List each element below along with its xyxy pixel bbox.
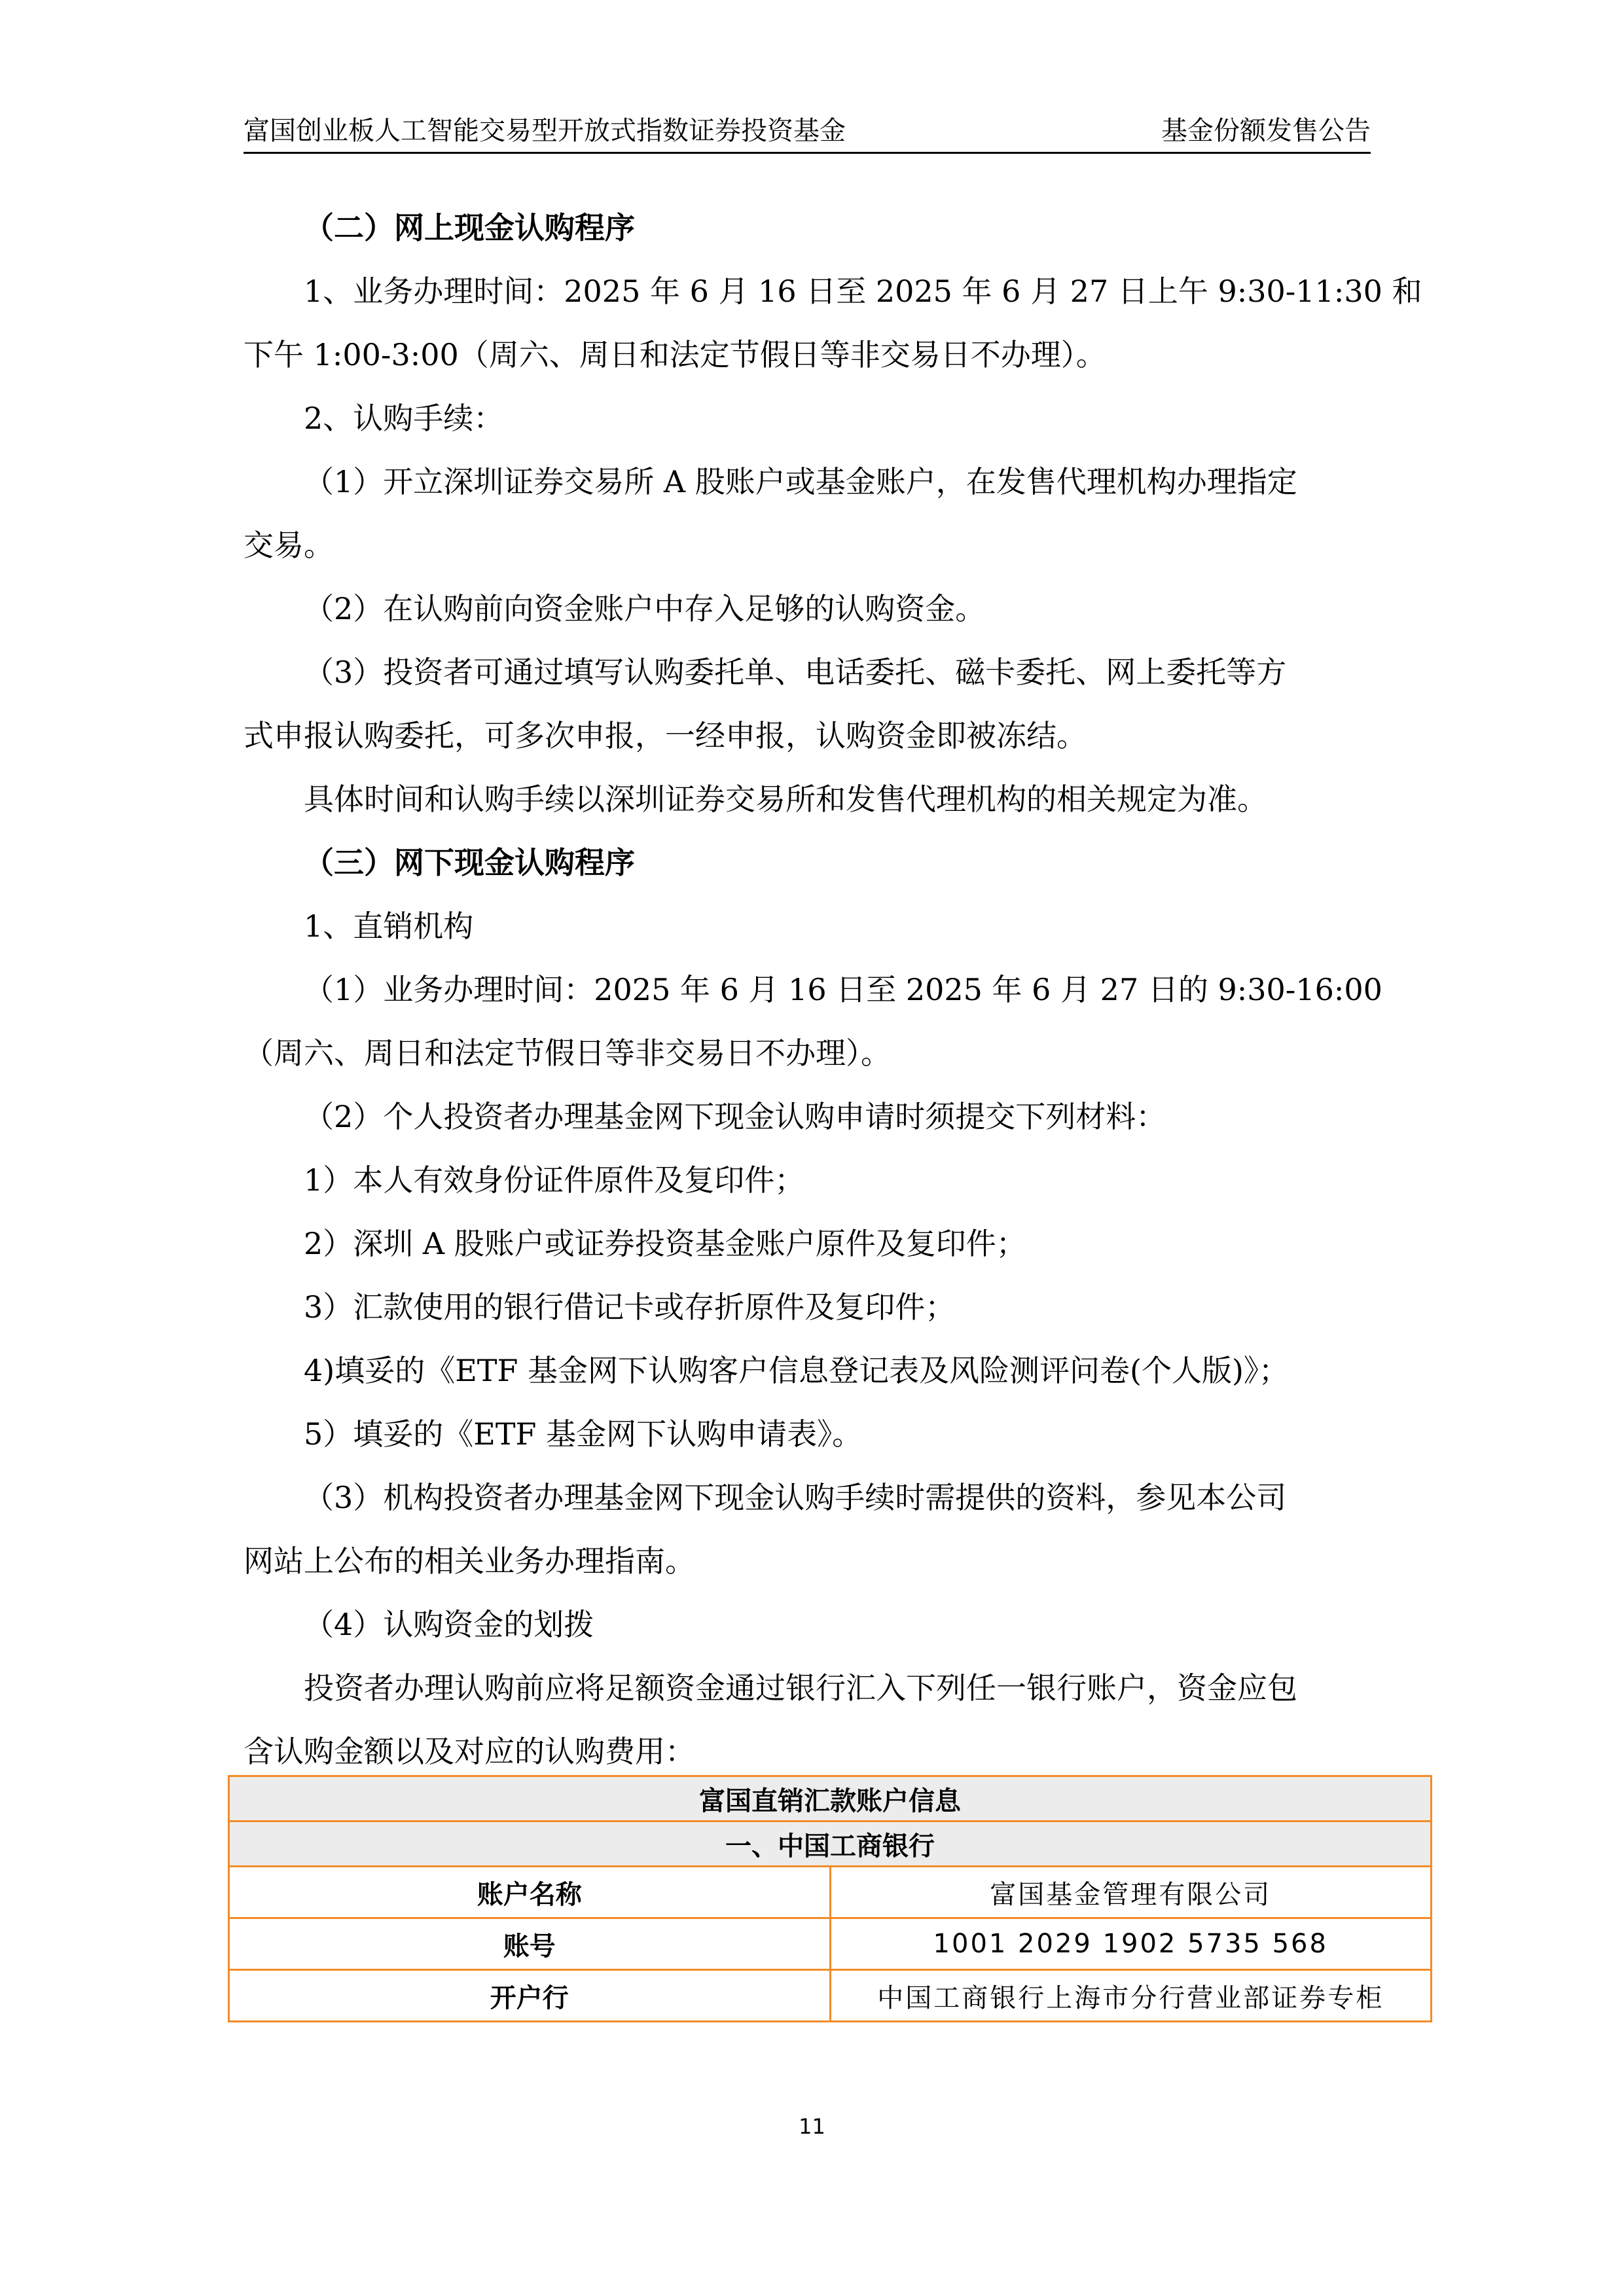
page-number: 11: [799, 2114, 825, 2139]
document-body: [244, 196, 1422, 1784]
paragraph-online-time-line2: 下午 1:00-3:00（周六、周日和法定节假日等非交易日不办理）。: [244, 337, 1106, 372]
paragraph-open-account-line1: （1）开立深圳证券交易所 A 股账户或基金账户，在发售代理机构办理指定: [304, 464, 1297, 499]
paragraph-online-time-line1: 1、业务办理时间：2025 年 6 月 16 日至 2025 年 6 月 27 日上午 9:30-11:30 和: [304, 274, 1422, 309]
remittance-account-table: [228, 1775, 1432, 2022]
paragraph-fund-transfer: （4）认购资金的划拨: [304, 1607, 594, 1642]
row-label-account-name: 账户名称: [229, 1867, 831, 1918]
list-item-material-1: 1）本人有效身份证件原件及复印件；: [304, 1162, 805, 1198]
section-heading-offline: （三）网下现金认购程序: [304, 845, 635, 880]
paragraph-remittance-line1: 投资者办理认购前应将足额资金通过银行汇入下列任一银行账户，资金应包: [304, 1670, 1297, 1706]
paragraph-institution-materials-line2: 网站上公布的相关业务办理指南。: [244, 1543, 695, 1579]
table-row: [229, 1867, 1432, 1918]
paragraph-subscription-methods-line2: 式申报认购委托，可多次申报，一经申报，认购资金即被冻结。: [244, 718, 1087, 753]
table-title: 富国直销汇款账户信息: [229, 1776, 1432, 1821]
section-heading-online: （二）网上现金认购程序: [304, 210, 635, 245]
list-item-material-5: 5）填妥的《ETF 基金网下认购申请表》。: [304, 1416, 863, 1452]
header-fund-name: 富国创业板人工智能交易型开放式指数证券投资基金: [244, 116, 846, 146]
header-document-title: 基金份额发售公告: [1161, 116, 1371, 146]
list-item-material-4: 4)填妥的《ETF 基金网下认购客户信息登记表及风险测评问卷(个人版)》；: [304, 1353, 1289, 1388]
paragraph-rules-note: 具体时间和认购手续以深圳证券交易所和发售代理机构的相关规定为准。: [304, 781, 1267, 817]
row-value-account-name: 富国基金管理有限公司: [830, 1867, 1432, 1918]
paragraph-online-procedure: 2、认购手续：: [304, 401, 504, 436]
paragraph-direct-sales: 1、直销机构: [304, 908, 474, 944]
paragraph-offline-time-line2: （周六、周日和法定节假日等非交易日不办理）。: [244, 1035, 891, 1071]
paragraph-individual-materials: （2）个人投资者办理基金网下现金认购申请时须提交下列材料：: [304, 1099, 1166, 1134]
table-row: [229, 1918, 1432, 1970]
list-item-material-3: 3）汇款使用的银行借记卡或存折原件及复印件；: [304, 1289, 956, 1325]
paragraph-institution-materials-line1: （3）机构投资者办理基金网下现金认购手续时需提供的资料，参见本公司: [304, 1480, 1287, 1515]
paragraph-offline-time-line1: （1）业务办理时间：2025 年 6 月 16 日至 2025 年 6 月 27 日的 9:30-16:00: [304, 972, 1382, 1007]
paragraph-open-account-line2: 交易。: [244, 528, 334, 563]
paragraph-subscription-methods-line1: （3）投资者可通过填写认购委托单、电话委托、磁卡委托、网上委托等方: [304, 655, 1287, 690]
page-header: [244, 110, 1371, 154]
row-label-bank-branch: 开户行: [229, 1970, 831, 2022]
row-value-bank-branch: 中国工商银行上海市分行营业部证券专柜: [830, 1970, 1432, 2022]
paragraph-remittance-line2: 含认购金额以及对应的认购费用：: [244, 1734, 695, 1769]
paragraph-deposit-funds: （2）在认购前向资金账户中存入足够的认购资金。: [304, 591, 986, 626]
table-section-bank: 一、中国工商银行: [229, 1821, 1432, 1867]
table-row: [229, 1970, 1432, 2022]
row-value-account-number: 1001 2029 1902 5735 568: [830, 1918, 1432, 1970]
list-item-material-2: 2）深圳 A 股账户或证券投资基金账户原件及复印件；: [304, 1226, 1026, 1261]
row-label-account-number: 账号: [229, 1918, 831, 1970]
